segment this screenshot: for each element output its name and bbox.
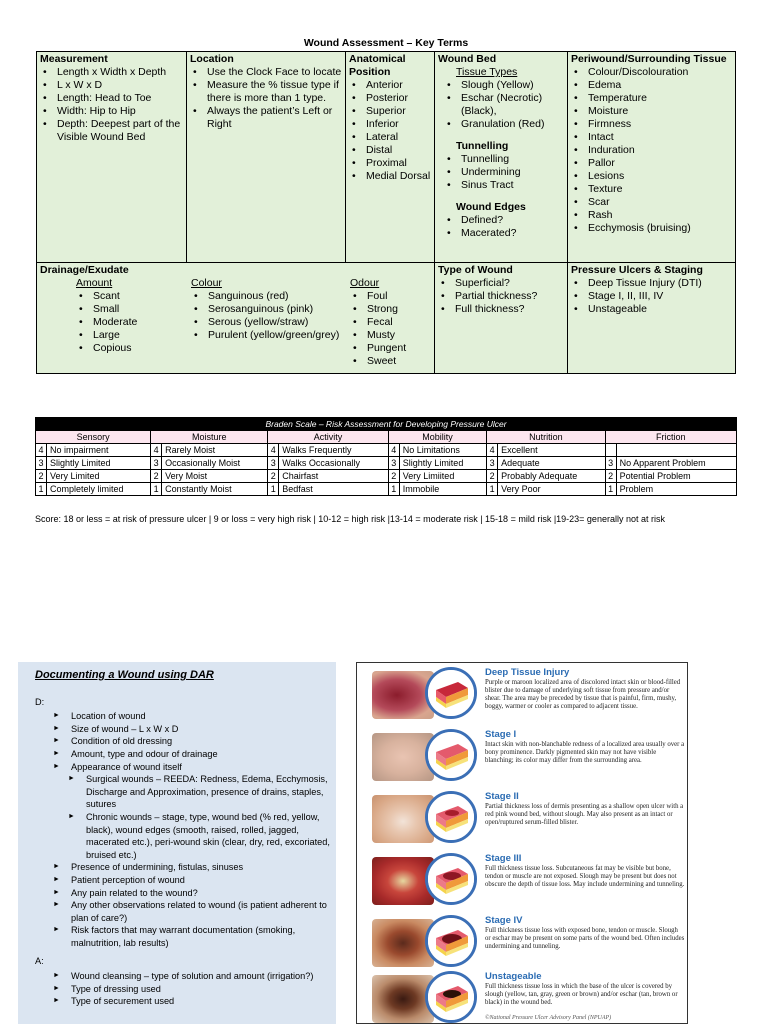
dar-d-sub-list — [68, 773, 336, 861]
braden-header-cell: Mobility — [388, 431, 486, 444]
tissue-types-list — [438, 79, 564, 131]
braden-label-cell: Potential Problem — [616, 470, 736, 483]
list-item: ► Condition of old dressing — [53, 735, 336, 748]
wound-edges-label: Wound Edges — [456, 201, 526, 213]
braden-score-cell: 1 — [487, 483, 498, 496]
list-item: • Pungent — [350, 342, 430, 355]
skin-layer-diagram — [425, 853, 477, 905]
list-item: • Moisture — [571, 105, 732, 118]
list-item: • Small — [76, 303, 180, 316]
list-item: • Eschar (Necrotic) (Black), — [444, 92, 564, 118]
braden-label-cell: Slightly Limited — [47, 457, 151, 470]
braden-label-cell: Walks Frequently — [279, 444, 389, 457]
braden-header-cell: Sensory — [36, 431, 151, 444]
braden-score-cell: 3 — [605, 457, 616, 470]
braden-score-cell: 1 — [605, 483, 616, 496]
colour-list — [191, 290, 343, 342]
list-item: • Ecchymosis (bruising) — [571, 222, 732, 235]
braden-header-row — [36, 431, 737, 444]
dar-title: Documenting a Wound using DAR — [35, 669, 214, 681]
braden-label-cell: Very Moist — [162, 470, 268, 483]
braden-row — [36, 483, 737, 496]
anatomical-cell — [346, 52, 434, 184]
list-item: • Superficial? — [438, 277, 564, 290]
braden-label-cell: Bedfast — [279, 483, 389, 496]
list-item: • Temperature — [571, 92, 732, 105]
list-item: • Fecal — [350, 316, 430, 329]
key-terms-table — [36, 51, 736, 374]
braden-header-cell: Friction — [605, 431, 736, 444]
braden-label-cell — [616, 444, 736, 457]
skin-layer-diagram — [425, 915, 477, 967]
list-item: • Length: Head to Toe — [40, 92, 183, 105]
wound-bed-cell — [435, 52, 567, 241]
skin-layer-diagram — [425, 729, 477, 781]
list-item: • Copious — [76, 342, 180, 355]
braden-label-cell: Rarely Moist — [162, 444, 268, 457]
list-item: • Induration — [571, 144, 732, 157]
list-item: • Sanguinous (red) — [191, 290, 343, 303]
list-item: • Use the Clock Face to locate — [190, 66, 342, 79]
list-item: ► Size of wound – L x W x D — [53, 723, 336, 736]
braden-label-cell: Completely limited — [47, 483, 151, 496]
stage-1 — [357, 727, 688, 787]
pressure-ulcers-list — [571, 277, 732, 316]
list-item: ► Any pain related to the wound? — [53, 887, 336, 900]
braden-score-cell: 2 — [268, 470, 279, 483]
braden-row — [36, 444, 737, 457]
braden-label-cell: Chairfast — [279, 470, 389, 483]
braden-label-cell: Very Limiited — [399, 470, 486, 483]
list-item: • Measure the % tissue type if there is more than 1 type. — [190, 79, 342, 105]
type-of-wound-list — [438, 277, 564, 316]
braden-label-cell: Adequate — [498, 457, 605, 470]
list-item: • Tunnelling — [444, 153, 564, 166]
type-of-wound-cell — [435, 263, 567, 317]
stage-title: Unstageable — [485, 971, 542, 982]
list-item: ► Appearance of wound itself — [53, 761, 336, 774]
location-cell — [187, 52, 345, 132]
braden-label-cell: No Apparent Problem — [616, 457, 736, 470]
stage-description: Full thickness tissue loss. Subcutaneous fat may be visible but bone, tendon or muscle are not exposed. Slough may be present but does not obscure the depth of tissue loss. May include undermining and tunneling. — [485, 865, 685, 888]
stage-description: Partial thickness loss of dermis presenting as a shallow open ulcer with a red pink wound bed, without slough. May also present as an intact or open/ruptured serum-filled blister. — [485, 803, 684, 826]
anatomical-list — [349, 79, 431, 183]
list-item: • Partial thickness? — [438, 290, 564, 303]
list-item: • Defined? — [444, 214, 564, 227]
braden-score-cell: 2 — [388, 470, 399, 483]
dar-box — [18, 662, 336, 1024]
skin-layer-diagram — [425, 971, 477, 1023]
amount-list — [76, 290, 180, 355]
tunnelling-label: Tunnelling — [456, 140, 509, 152]
braden-score-cell: 2 — [36, 470, 47, 483]
list-item: ► Chronic wounds – stage, type, wound bed (% red, yellow, black), wound edges (smooth, raised, rolled, jagged, macerated etc.), peri-wound skin (clear, dry, red, excoriated, bruised etc.) — [68, 811, 336, 861]
odour-label: Odour — [350, 277, 380, 289]
periwound-cell — [568, 52, 735, 236]
dar-sub-group — [53, 773, 336, 861]
list-item: ► Wound cleansing – type of solution and amount (irrigation?) — [53, 970, 336, 983]
list-item: • Sinus Tract — [444, 179, 564, 192]
dar-d-label: D: — [35, 696, 45, 707]
drainage-header: Drainage/Exudate — [40, 264, 129, 276]
list-item: • Stage I, II, III, IV — [571, 290, 732, 303]
list-item: • Foul — [350, 290, 430, 303]
braden-score-cell — [605, 444, 616, 457]
pressure-ulcers-header: Pressure Ulcers & Staging — [571, 264, 703, 276]
list-item: • Length x Width x Depth — [40, 66, 183, 79]
braden-label-cell: Very Limited — [47, 470, 151, 483]
pressure-ulcer-staging-graphic — [356, 662, 688, 1024]
braden-score-cell: 2 — [151, 470, 162, 483]
braden-score-cell: 4 — [151, 444, 162, 457]
braden-score-cell: 3 — [36, 457, 47, 470]
list-item: • Deep Tissue Injury (DTI) — [571, 277, 732, 290]
braden-label-cell: Occasionally Moist — [162, 457, 268, 470]
periwound-list — [571, 66, 732, 235]
amount-group — [73, 276, 183, 356]
score-legend: Score: 18 or less = at risk of pressure ulcer | 9 or loss = very high risk | 10-12 = high risk |13-14 = moderate risk | 15-18 = mild risk |19-23= generally not at risk — [35, 514, 665, 524]
list-item: • Medial Dorsal — [349, 170, 431, 183]
list-item: • Firmness — [571, 118, 732, 131]
braden-score-cell: 3 — [151, 457, 162, 470]
braden-label-cell: Immobile — [399, 483, 486, 496]
list-item: ► Type of dressing used — [53, 983, 336, 996]
odour-group — [347, 276, 433, 369]
list-item: • Large — [76, 329, 180, 342]
location-list — [190, 66, 342, 131]
key-terms-title: Wound Assessment – Key Terms — [303, 37, 469, 49]
dar-a-label: A: — [35, 956, 44, 967]
stage-description: Purple or maroon localized area of discolored intact skin or blood-filled blister due to damage of underlying soft tissue from pressure and/or shear. The area may be preceded by tissue that is painful, firm, mushy, boggy, warmer or cooler as compared to adjacent tissue. — [485, 679, 681, 710]
odour-list — [350, 290, 430, 368]
list-item: • Undermining — [444, 166, 564, 179]
braden-title: Braden Scale – Risk Assessment for Developing Pressure Ulcer — [36, 418, 737, 431]
braden-label-cell: No Limitations — [399, 444, 486, 457]
location-header: Location — [190, 53, 234, 65]
list-item: • Strong — [350, 303, 430, 316]
tissue-types-label: Tissue Types — [456, 66, 518, 78]
list-item: ► Risk factors that may warrant documentation (smoking, malnutrition, lab results) — [53, 924, 336, 949]
list-item: • Unstageable — [571, 303, 732, 316]
list-item: ► Surgical wounds – REEDA: Redness, Edema, Ecchymosis, Discharge and Approximation, presence of drains, staples, sutures — [68, 773, 336, 811]
stage-description: Full thickness tissue loss with exposed bone, tendon or muscle. Slough or eschar may be present on some parts of the wound bed. Often includes undermining and tunneling. — [485, 927, 685, 950]
dar-d-list — [53, 710, 336, 949]
list-item: • Musty — [350, 329, 430, 342]
stage-title: Stage II — [485, 791, 519, 802]
stage-title: Stage IV — [485, 915, 523, 926]
list-item: • Lateral — [349, 131, 431, 144]
list-item: ► Patient perception of wound — [53, 874, 336, 887]
list-item: ► Location of wound — [53, 710, 336, 723]
stage-3 — [357, 851, 688, 911]
braden-score-cell: 4 — [36, 444, 47, 457]
list-item: • Colour/Discolouration — [571, 66, 732, 79]
wound-bed-header: Wound Bed — [438, 53, 497, 65]
braden-score-cell: 1 — [36, 483, 47, 496]
braden-score-cell: 3 — [487, 457, 498, 470]
list-item: ► Presence of undermining, fistulas, sinuses — [53, 861, 336, 874]
type-of-wound-header: Type of Wound — [438, 264, 513, 276]
braden-scale-table — [35, 417, 737, 496]
list-item: • Serosanguinous (pink) — [191, 303, 343, 316]
braden-header-cell: Moisture — [151, 431, 268, 444]
anatomical-header: Anatomical Position — [349, 53, 406, 78]
pressure-ulcers-cell — [568, 263, 735, 317]
braden-header-cell: Nutrition — [487, 431, 605, 444]
tunnelling-list — [438, 153, 564, 192]
braden-label-cell: Probably Adequate — [498, 470, 605, 483]
list-item: • Depth: Deepest part of the Visible Wound Bed — [40, 118, 183, 144]
braden-label-cell: Problem — [616, 483, 736, 496]
list-item: • Macerated? — [444, 227, 564, 240]
list-item: • Posterior — [349, 92, 431, 105]
stage-description: Full thickness tissue loss in which the base of the ulcer is covered by slough (yellow, tan, gray, green or brown) and/or eschar (tan, brown or black) in the wound bed. — [485, 983, 678, 1006]
braden-score-cell: 4 — [388, 444, 399, 457]
list-item: • Width: Hip to Hip — [40, 105, 183, 118]
skin-layer-diagram — [425, 667, 477, 719]
braden-score-cell: 2 — [605, 470, 616, 483]
list-item: • Pallor — [571, 157, 732, 170]
list-item: • Lesions — [571, 170, 732, 183]
braden-score-cell: 4 — [268, 444, 279, 457]
amount-label: Amount — [76, 277, 113, 289]
measurement-list — [40, 66, 183, 144]
list-item: • Sweet — [350, 355, 430, 368]
list-item: • Proximal — [349, 157, 431, 170]
list-item: • Texture — [571, 183, 732, 196]
wound-edges-list — [438, 214, 564, 240]
stage-4 — [357, 913, 688, 973]
stage-title: Deep Tissue Injury — [485, 667, 570, 678]
braden-row — [36, 457, 737, 470]
braden-score-cell: 3 — [388, 457, 399, 470]
list-item: • Full thickness? — [438, 303, 564, 316]
braden-score-cell: 2 — [487, 470, 498, 483]
braden-label-cell: Slightly Limited — [399, 457, 486, 470]
braden-label-cell: Walks Occasionally — [279, 457, 389, 470]
list-item: • Scant — [76, 290, 180, 303]
list-item: • Distal — [349, 144, 431, 157]
braden-label-cell: No impairment — [47, 444, 151, 457]
stage-2 — [357, 789, 688, 849]
list-item: • Purulent (yellow/green/grey) — [191, 329, 343, 342]
braden-body — [36, 444, 737, 496]
stage-dti — [357, 665, 688, 725]
list-item: • Rash — [571, 209, 732, 222]
list-item: • Granulation (Red) — [444, 118, 564, 131]
periwound-header: Periwound/Surrounding Tissue — [571, 53, 727, 65]
list-item: • Serous (yellow/straw) — [191, 316, 343, 329]
list-item: • Intact — [571, 131, 732, 144]
braden-score-cell: 3 — [268, 457, 279, 470]
braden-score-cell: 1 — [388, 483, 399, 496]
braden-header-cell: Activity — [268, 431, 389, 444]
braden-label-cell: Constantly Moist — [162, 483, 268, 496]
stage-description: Intact skin with non-blanchable redness of a localized area usually over a bony prominence. Darkly pigmented skin may not have visible blanching; its color may differ from the surrounding area. — [485, 741, 685, 764]
braden-score-cell: 4 — [487, 444, 498, 457]
colour-label: Colour — [191, 277, 222, 289]
list-item: • Slough (Yellow) — [444, 79, 564, 92]
skin-layer-diagram — [425, 791, 477, 843]
list-item: ► Type of securement used — [53, 995, 336, 1008]
list-item: • Moderate — [76, 316, 180, 329]
colour-group — [188, 276, 346, 343]
list-item: ► Any other observations related to wound (is patient adherent to plan of care?) — [53, 899, 336, 924]
list-item: • L x W x D — [40, 79, 183, 92]
braden-score-cell: 1 — [151, 483, 162, 496]
braden-title-row — [36, 418, 737, 431]
list-item: • Always the patient’s Left or Right — [190, 105, 342, 131]
braden-row — [36, 470, 737, 483]
braden-score-cell: 1 — [268, 483, 279, 496]
list-item: • Scar — [571, 196, 732, 209]
dar-a-list — [53, 970, 336, 1008]
list-item: • Superior — [349, 105, 431, 118]
list-item: • Edema — [571, 79, 732, 92]
measurement-cell — [37, 52, 186, 145]
braden-label-cell: Very Poor — [498, 483, 605, 496]
braden-label-cell: Excellent — [498, 444, 605, 457]
list-item: • Anterior — [349, 79, 431, 92]
stage-title: Stage I — [485, 729, 517, 740]
list-item: ► Amount, type and odour of drainage — [53, 748, 336, 761]
staging-footer: ©National Pressure Ulcer Advisory Panel (NPUAP) — [485, 1015, 612, 1021]
stage-title: Stage III — [485, 853, 522, 864]
list-item: • Inferior — [349, 118, 431, 131]
measurement-header: Measurement — [40, 53, 108, 65]
